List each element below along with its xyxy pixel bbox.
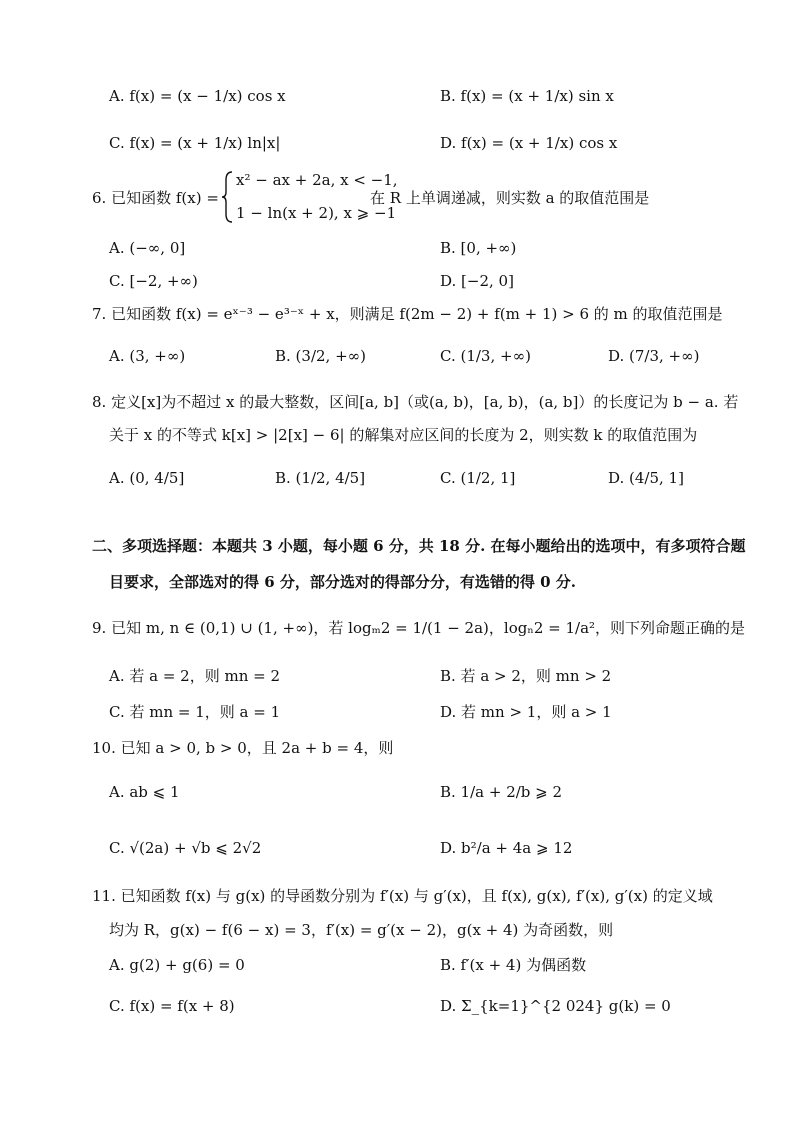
q9-stem: 9. 已知 m, n ∈ (0,1) ∪ (1, +∞)，若 logₘ2 = 1/(1 − 2a)，logₙ2 = 1/a²，则下列命题正确的是	[92, 619, 746, 637]
q5-option-a: A. f(x) = (x − 1/x) cos x	[109, 87, 286, 105]
q9-option-d: D. 若 mn > 1，则 a > 1	[440, 703, 612, 721]
section-2-heading-line-1: 二、多项选择题：本题共 3 小题，每小题 6 分，共 18 分. 在每小题给出的选项中，有多项符合题	[92, 537, 746, 555]
q5-option-c: C. f(x) = (x + 1/x) ln|x|	[109, 134, 281, 152]
q6-case-2: 1 − ln(x + 2), x ⩾ −1	[236, 204, 397, 222]
q5-option-d: D. f(x) = (x + 1/x) cos x	[440, 134, 618, 152]
q7-stem: 7. 已知函数 f(x) = eˣ⁻³ − e³⁻ˣ + x，则满足 f(2m − 2) + f(m + 1) > 6 的 m 的取值范围是	[92, 305, 723, 323]
q5-option-b: B. f(x) = (x + 1/x) sin x	[440, 87, 614, 105]
q7-option-b: B. (3/2, +∞)	[275, 347, 367, 365]
q6-option-c: C. [−2, +∞)	[109, 272, 198, 290]
q10-option-c: C. √(2a) + √b ⩽ 2√2	[109, 839, 262, 857]
section-2-heading-line-2: 目要求，全部选对的得 6 分，部分选对的得部分分，有选错的得 0 分.	[109, 573, 576, 591]
q8-stem-line-1: 8. 定义[x]为不超过 x 的最大整数，区间[a, b]（或(a, b)，[a, b)，(a, b]）的长度记为 b − a. 若	[92, 393, 739, 411]
q9-option-b: B. 若 a > 2，则 mn > 2	[440, 667, 612, 685]
q6-option-b: B. [0, +∞)	[440, 239, 517, 257]
q7-option-d: D. (7/3, +∞)	[608, 347, 700, 365]
q7-option-c: C. (1/3, +∞)	[440, 347, 531, 365]
q8-option-d: D. (4/5, 1]	[608, 469, 684, 487]
q8-option-a: A. (0, 4/5]	[109, 469, 185, 487]
q11-stem-line-2: 均为 R，g(x) − f(6 − x) = 3，f′(x) = g′(x − 2)，g(x + 4) 为奇函数，则	[109, 921, 614, 939]
q11-option-a: A. g(2) + g(6) = 0	[109, 956, 245, 974]
q9-option-a: A. 若 a = 2，则 mn = 2	[109, 667, 281, 685]
q6-option-d: D. [−2, 0]	[440, 272, 514, 290]
q6-option-a: A. (−∞, 0]	[109, 239, 186, 257]
q9-option-c: C. 若 mn = 1，则 a = 1	[109, 703, 281, 721]
q11-option-b: B. f′(x + 4) 为偶函数	[440, 956, 587, 974]
q6-suffix: 在 R 上单调递减，则实数 a 的取值范围是	[370, 189, 650, 207]
q11-option-d: D. Σ_{k=1}^{2 024} g(k) = 0	[440, 997, 671, 1015]
q6-prefix: 6. 已知函数 f(x) =	[92, 189, 219, 207]
q11-option-c: C. f(x) = f(x + 8)	[109, 997, 235, 1015]
q8-stem-line-2: 关于 x 的不等式 k[x] > |2[x] − 6| 的解集对应区间的长度为 2，则实数 k 的取值范围为	[109, 426, 698, 444]
q10-stem: 10. 已知 a > 0, b > 0，且 2a + b = 4，则	[92, 739, 394, 757]
q10-option-a: A. ab ⩽ 1	[109, 783, 180, 801]
piecewise-brace-icon	[220, 170, 234, 224]
q11-stem-line-1: 11. 已知函数 f(x) 与 g(x) 的导函数分别为 f′(x) 与 g′(x)，且 f(x), g(x), f′(x), g′(x) 的定义域	[92, 887, 713, 905]
q8-option-c: C. (1/2, 1]	[440, 469, 516, 487]
q8-option-b: B. (1/2, 4/5]	[275, 469, 366, 487]
q10-option-b: B. 1/a + 2/b ⩾ 2	[440, 783, 563, 801]
q10-option-d: D. b²/a + 4a ⩾ 12	[440, 839, 573, 857]
q6-case-1: x² − ax + 2a, x < −1,	[236, 171, 398, 189]
q7-option-a: A. (3, +∞)	[109, 347, 186, 365]
